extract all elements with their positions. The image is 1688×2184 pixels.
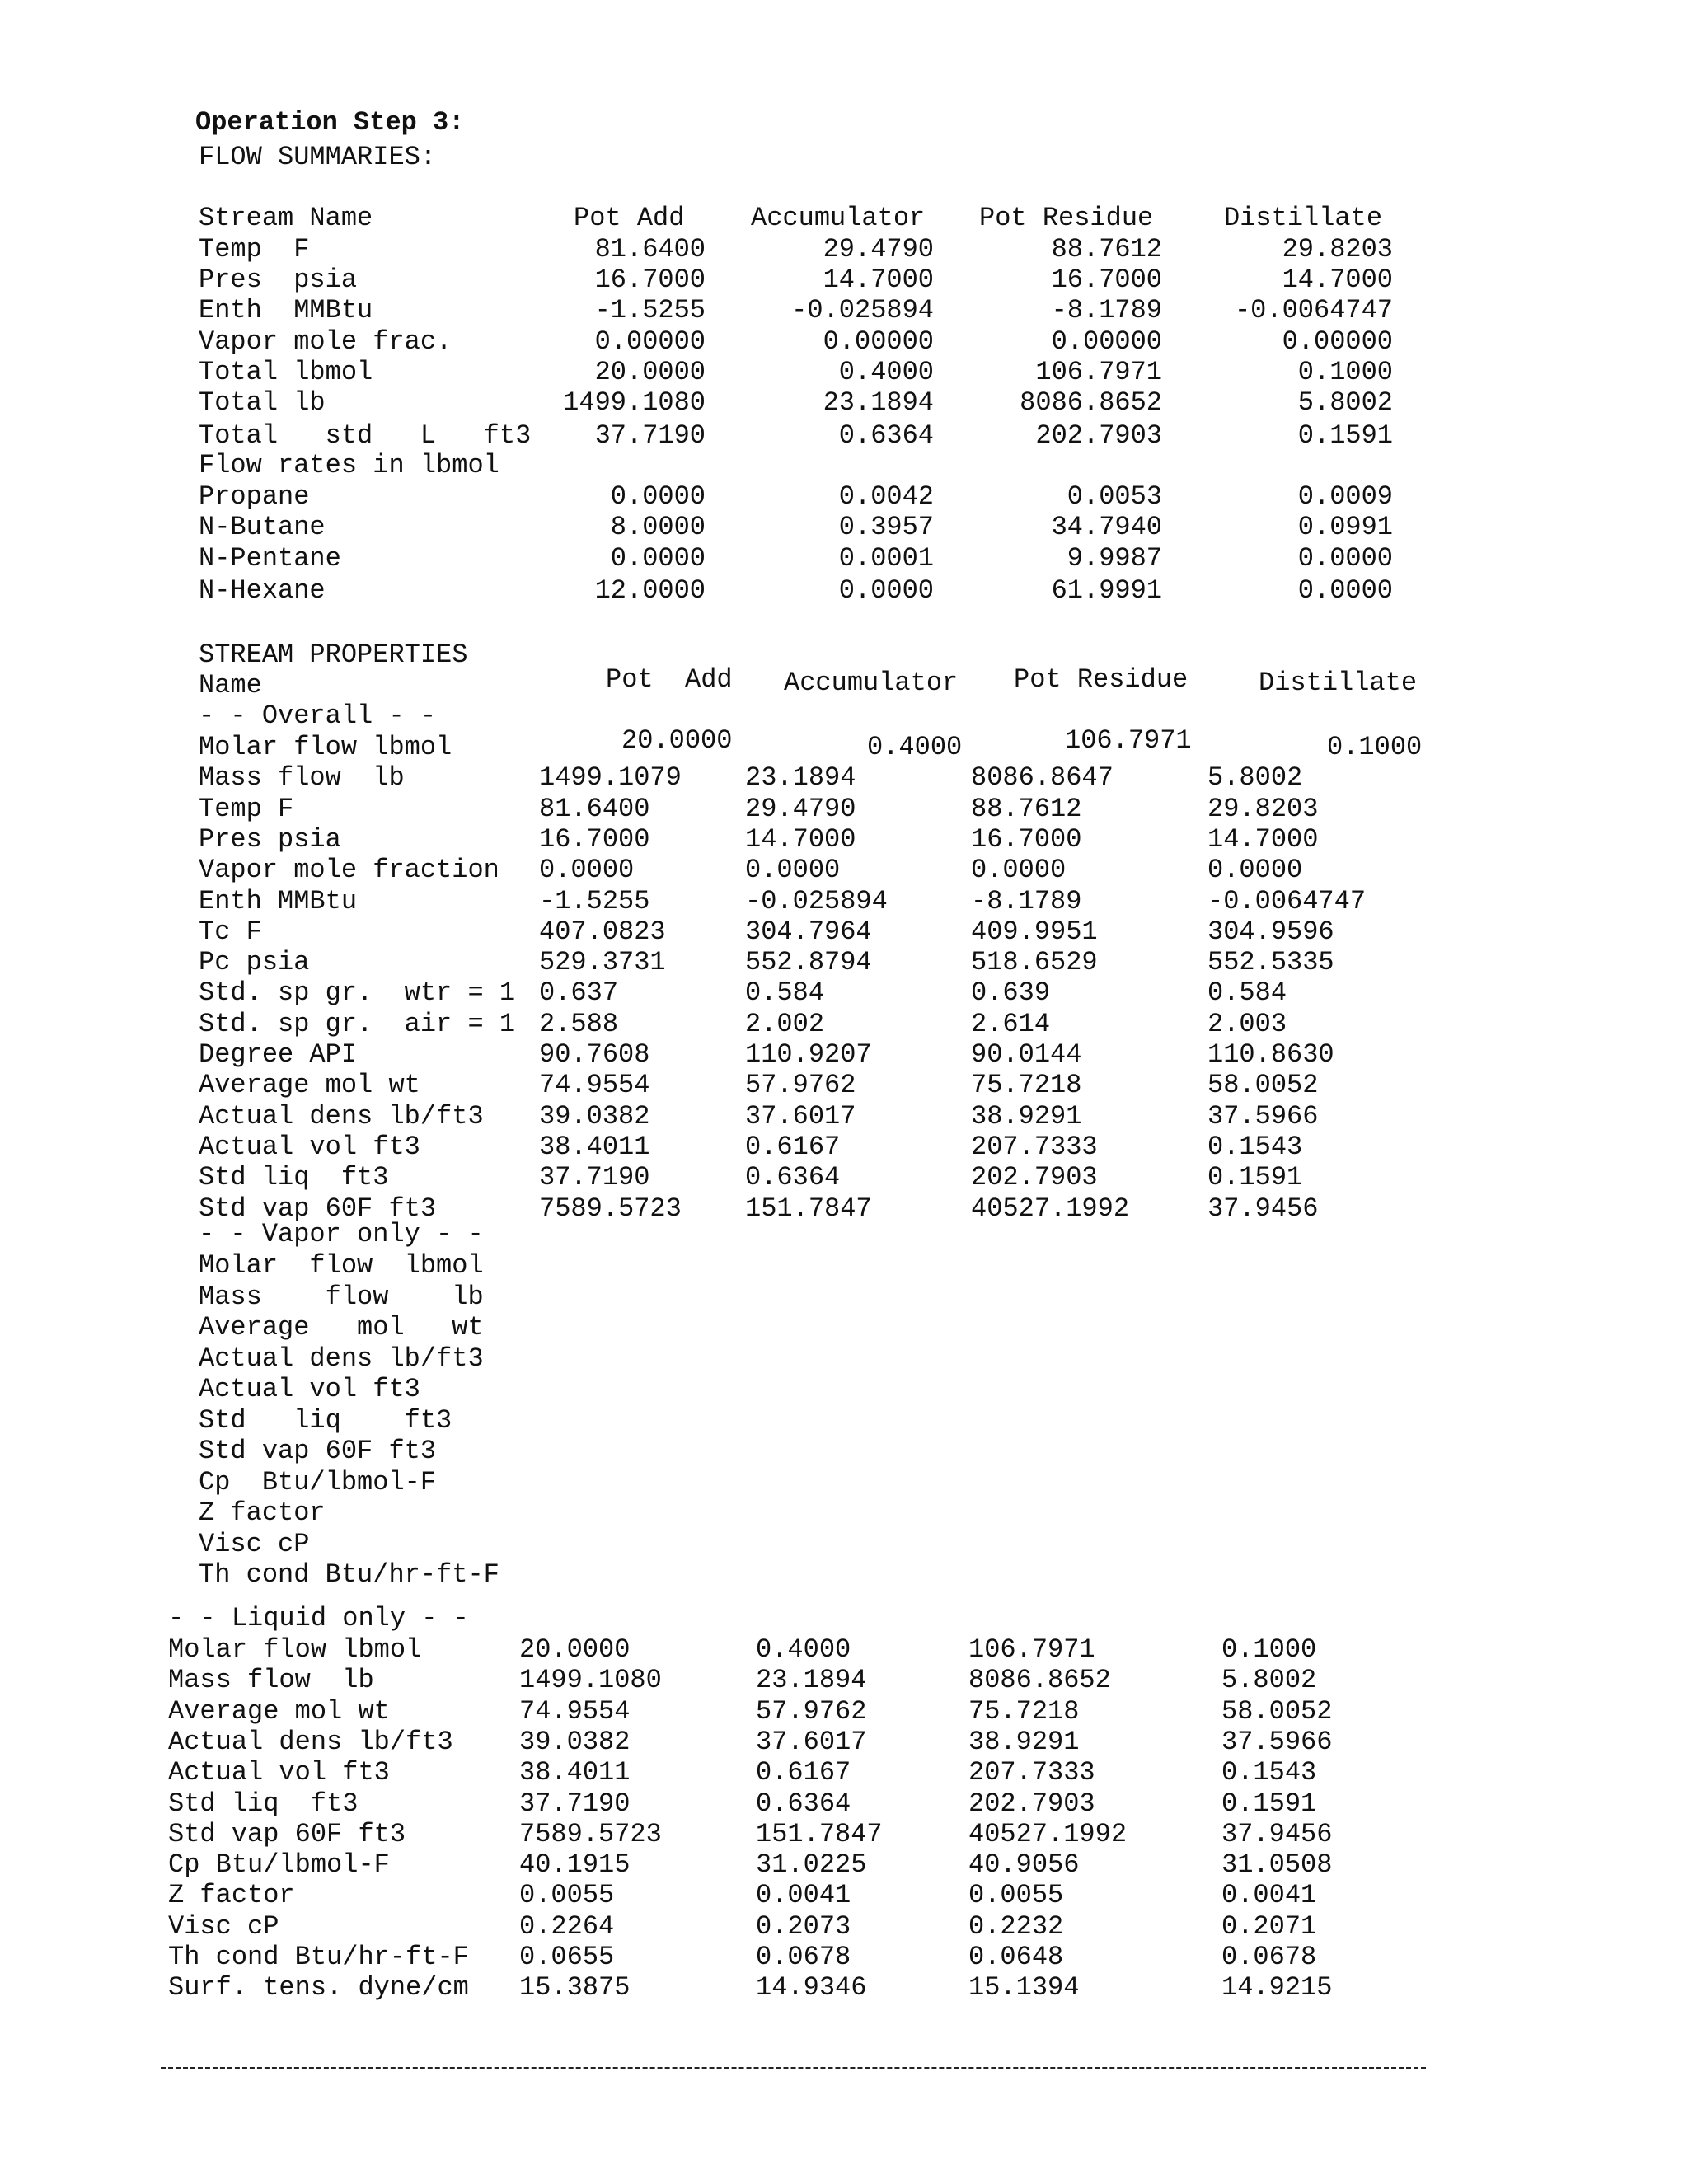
table-cell: 23.1894 bbox=[745, 762, 856, 794]
row-label: Tc F bbox=[199, 916, 262, 947]
table-cell: 202.7903 bbox=[1035, 420, 1162, 451]
table-cell: -8.1789 bbox=[1051, 295, 1162, 326]
table-cell: 0.0009 bbox=[1297, 481, 1393, 512]
table-cell: 29.4790 bbox=[745, 793, 856, 824]
table-cell: 37.7190 bbox=[519, 1788, 631, 1819]
row-label: Temp F bbox=[199, 234, 310, 265]
table-cell: 29.4790 bbox=[823, 234, 934, 265]
table-cell: 0.0991 bbox=[1297, 512, 1393, 542]
row-label: Actual dens lb/ft3 bbox=[168, 1726, 453, 1757]
table-cell: 2.588 bbox=[539, 1008, 619, 1039]
table-cell: -0.025894 bbox=[791, 295, 934, 326]
table-cell: 37.7190 bbox=[594, 420, 706, 451]
table-cell: 0.0053 bbox=[1067, 481, 1162, 512]
table-cell: 14.7000 bbox=[1207, 823, 1319, 855]
table-cell: 0.00000 bbox=[1051, 326, 1162, 357]
row-label: Actual dens lb/ft3 bbox=[199, 1343, 484, 1374]
row-label: Enth MMBtu bbox=[199, 885, 358, 916]
table-cell: 58.0052 bbox=[1221, 1695, 1333, 1727]
table-cell: 38.9291 bbox=[968, 1726, 1080, 1757]
table-cell: 8086.8652 bbox=[1020, 387, 1162, 418]
table-cell: 37.9456 bbox=[1221, 1818, 1333, 1849]
table-cell: 552.8794 bbox=[745, 947, 872, 978]
table-cell: 0.0000 bbox=[610, 481, 706, 512]
table-cell: 0.3957 bbox=[838, 512, 934, 542]
table-cell: 0.0041 bbox=[1221, 1880, 1317, 1911]
table-cell: 110.9207 bbox=[745, 1039, 872, 1070]
table-cell: 90.0144 bbox=[971, 1039, 1082, 1070]
table-cell: 110.8630 bbox=[1207, 1039, 1334, 1070]
row-label: Std vap 60F ft3 bbox=[199, 1193, 437, 1224]
row-label: N-Pentane bbox=[199, 543, 341, 574]
row-label: Pc psia bbox=[199, 947, 310, 978]
row-label: Cp Btu/lbmol-F bbox=[199, 1466, 437, 1497]
table-cell: 2.002 bbox=[745, 1008, 825, 1039]
table-cell: 202.7903 bbox=[968, 1788, 1095, 1819]
row-label: Z factor bbox=[168, 1880, 295, 1911]
table-cell: 7589.5723 bbox=[519, 1818, 662, 1849]
table-cell: 0.584 bbox=[1207, 977, 1287, 1009]
table-cell: 81.6400 bbox=[539, 793, 650, 824]
table-cell: 37.5966 bbox=[1207, 1100, 1319, 1132]
table-cell: 518.6529 bbox=[971, 947, 1098, 978]
column-header: Distillate bbox=[1224, 203, 1383, 233]
page-title: Operation Step 3: bbox=[195, 107, 465, 138]
table-cell: 0.1000 bbox=[1327, 732, 1423, 762]
table-cell: -0.0064747 bbox=[1234, 295, 1393, 326]
table-cell: 0.0055 bbox=[519, 1880, 615, 1911]
row-label: Actual dens lb/ft3 bbox=[199, 1100, 484, 1132]
table-cell: 8086.8647 bbox=[971, 762, 1114, 794]
table-cell: 31.0225 bbox=[756, 1849, 867, 1881]
row-label: Std liq ft3 bbox=[199, 1404, 452, 1436]
table-cell: 39.0382 bbox=[539, 1100, 650, 1132]
row-label: Visc cP bbox=[199, 1528, 310, 1559]
row-label: Std. sp gr. air = 1 bbox=[199, 1008, 516, 1039]
row-label: Propane bbox=[199, 481, 310, 512]
table-cell: 7589.5723 bbox=[539, 1193, 682, 1224]
table-cell: 37.6017 bbox=[756, 1726, 867, 1757]
row-label: Th cond Btu/hr-ft-F bbox=[168, 1942, 469, 1972]
table-cell: 304.7964 bbox=[745, 916, 872, 947]
row-label: N-Butane bbox=[199, 512, 326, 542]
row-label: Enth MMBtu bbox=[199, 295, 373, 326]
row-label: Molar flow lbmol bbox=[199, 732, 452, 762]
row-label: Molar flow lbmol bbox=[199, 1250, 484, 1281]
row-label: N-Hexane bbox=[199, 575, 326, 606]
row-label: Visc cP bbox=[168, 1910, 279, 1942]
table-cell: 106.7971 bbox=[1035, 357, 1162, 387]
row-label: Mass flow lb bbox=[168, 1665, 374, 1696]
row-label: Vapor mole fraction bbox=[199, 855, 499, 886]
row-label: Actual vol ft3 bbox=[199, 1131, 420, 1162]
table-cell: -8.1789 bbox=[971, 885, 1082, 916]
column-header: Pot Residue bbox=[979, 203, 1154, 233]
table-cell: 37.9456 bbox=[1207, 1193, 1319, 1224]
table-cell: 0.0678 bbox=[1221, 1942, 1317, 1972]
table-cell: 0.00000 bbox=[1282, 326, 1393, 357]
table-cell: 5.8002 bbox=[1297, 387, 1393, 418]
table-cell: 15.1394 bbox=[968, 1972, 1080, 2004]
table-cell: 304.9596 bbox=[1207, 916, 1334, 947]
table-cell: 88.7612 bbox=[1051, 234, 1162, 265]
table-cell: 207.7333 bbox=[968, 1757, 1095, 1788]
table-cell: 37.7190 bbox=[539, 1162, 650, 1193]
table-cell: 37.6017 bbox=[745, 1100, 856, 1132]
table-cell: 106.7971 bbox=[1065, 725, 1192, 756]
column-header: Accumulator bbox=[784, 668, 959, 698]
table-cell: 529.3731 bbox=[539, 947, 666, 978]
table-cell: 151.7847 bbox=[745, 1193, 872, 1224]
table-cell: 0.4000 bbox=[838, 357, 934, 387]
table-cell: 20.0000 bbox=[594, 357, 706, 387]
table-cell: 0.4000 bbox=[756, 1634, 851, 1665]
table-cell: 39.0382 bbox=[519, 1726, 631, 1757]
row-label: Vapor mole frac. bbox=[199, 326, 452, 357]
table-cell: 0.2232 bbox=[968, 1910, 1064, 1942]
table-cell: 202.7903 bbox=[971, 1162, 1098, 1193]
table-cell: 57.9762 bbox=[745, 1070, 856, 1101]
table-cell: 57.9762 bbox=[756, 1695, 867, 1727]
table-cell: 58.0052 bbox=[1207, 1070, 1319, 1101]
table-cell: 151.7847 bbox=[756, 1818, 883, 1849]
row-label: Std liq ft3 bbox=[168, 1788, 359, 1819]
table-cell: 0.1543 bbox=[1221, 1757, 1317, 1788]
table-cell: 0.2071 bbox=[1221, 1910, 1317, 1942]
table-cell: 0.6167 bbox=[756, 1757, 851, 1788]
row-label: Degree API bbox=[199, 1039, 358, 1070]
table-cell: 0.1591 bbox=[1297, 420, 1393, 451]
table-cell: 0.1543 bbox=[1207, 1131, 1303, 1162]
column-header: Accumulator bbox=[751, 203, 926, 233]
table-cell: 38.4011 bbox=[519, 1757, 631, 1788]
table-cell: 16.7000 bbox=[539, 823, 650, 855]
table-cell: 14.9215 bbox=[1221, 1972, 1333, 2004]
table-cell: 0.0648 bbox=[968, 1942, 1064, 1972]
table-cell: 81.6400 bbox=[594, 234, 706, 265]
table-cell: 0.0041 bbox=[756, 1880, 851, 1911]
row-label: Mass flow lb bbox=[199, 762, 405, 794]
table-cell: 0.6364 bbox=[756, 1788, 851, 1819]
table-cell: 0.2264 bbox=[519, 1910, 615, 1942]
table-cell: 1499.1079 bbox=[539, 762, 682, 794]
table-cell: 0.0655 bbox=[519, 1942, 615, 1972]
row-label: Std vap 60F ft3 bbox=[199, 1436, 437, 1466]
table-cell: 0.584 bbox=[745, 977, 825, 1009]
row-label: Actual vol ft3 bbox=[168, 1757, 390, 1788]
table-cell: 40527.1992 bbox=[971, 1193, 1130, 1224]
table-cell: 31.0508 bbox=[1221, 1849, 1333, 1881]
table-cell: 37.5966 bbox=[1221, 1726, 1333, 1757]
table-cell: 8086.8652 bbox=[968, 1665, 1111, 1696]
table-cell: 61.9991 bbox=[1051, 575, 1162, 606]
table-cell: 88.7612 bbox=[971, 793, 1082, 824]
table-cell: 16.7000 bbox=[594, 265, 706, 295]
table-cell: 5.8002 bbox=[1221, 1665, 1317, 1696]
row-label: Std liq ft3 bbox=[199, 1162, 389, 1193]
table-cell: 409.9951 bbox=[971, 916, 1098, 947]
table-cell: 0.1591 bbox=[1221, 1788, 1317, 1819]
row-label: Th cond Btu/hr-ft-F bbox=[199, 1559, 499, 1590]
row-label: Total lbmol bbox=[199, 357, 373, 387]
table-cell: 0.0055 bbox=[968, 1880, 1064, 1911]
row-label: Temp F bbox=[199, 793, 294, 824]
table-cell: 1499.1080 bbox=[563, 387, 706, 418]
table-cell: 8.0000 bbox=[610, 512, 706, 542]
table-cell: -0.0064747 bbox=[1207, 885, 1367, 916]
table-cell: 12.0000 bbox=[594, 575, 706, 606]
row-label: Total lb bbox=[199, 387, 326, 418]
row-label: Pres psia bbox=[199, 823, 341, 855]
table-cell: 0.0000 bbox=[610, 543, 706, 574]
row-label: Cp Btu/lbmol-F bbox=[168, 1849, 390, 1881]
table-cell: 2.003 bbox=[1207, 1008, 1287, 1039]
table-cell: 0.0000 bbox=[1297, 543, 1393, 574]
table-cell: 74.9554 bbox=[519, 1695, 631, 1727]
row-label: Z factor bbox=[199, 1497, 326, 1528]
section-label-liquid: - - Liquid only - - bbox=[168, 1603, 469, 1633]
table-cell: 16.7000 bbox=[971, 823, 1082, 855]
column-header: Pot Add bbox=[606, 664, 733, 695]
section-label-overall: - - Overall - - bbox=[199, 701, 437, 731]
column-header-label: Name bbox=[199, 670, 262, 701]
table-cell: 14.9346 bbox=[756, 1972, 867, 2004]
row-label: Molar flow lbmol bbox=[168, 1634, 422, 1665]
table-cell: 74.9554 bbox=[539, 1070, 650, 1101]
table-cell: 0.0042 bbox=[838, 481, 934, 512]
table-cell: 106.7971 bbox=[968, 1634, 1095, 1665]
table-cell: 14.7000 bbox=[1282, 265, 1393, 295]
row-label: Average mol wt bbox=[199, 1070, 420, 1101]
row-label: Average mol wt bbox=[199, 1312, 484, 1343]
table-cell: 1499.1080 bbox=[519, 1665, 662, 1696]
table-cell: 14.7000 bbox=[823, 265, 934, 295]
table-cell: 15.3875 bbox=[519, 1972, 631, 2004]
section-label-vapor: - - Vapor only - - bbox=[199, 1219, 484, 1249]
table-cell: 0.0000 bbox=[1297, 575, 1393, 606]
table-cell: 9.9987 bbox=[1067, 543, 1162, 574]
table-cell: 0.1000 bbox=[1297, 357, 1393, 387]
table-cell: 90.7608 bbox=[539, 1039, 650, 1070]
column-header-label: Stream Name bbox=[199, 203, 373, 233]
table-cell: 5.8002 bbox=[1207, 762, 1303, 794]
table-cell: 14.7000 bbox=[745, 823, 856, 855]
table-cell: 0.0678 bbox=[756, 1942, 851, 1972]
table-cell: 0.00000 bbox=[823, 326, 934, 357]
table-cell: 0.0000 bbox=[539, 855, 635, 886]
table-cell: 407.0823 bbox=[539, 916, 666, 947]
table-cell: 23.1894 bbox=[756, 1665, 867, 1696]
table-cell: 0.639 bbox=[971, 977, 1051, 1009]
table-cell: 0.1591 bbox=[1207, 1162, 1303, 1193]
row-label: Mass flow lb bbox=[199, 1281, 484, 1312]
table-cell: 0.0000 bbox=[838, 575, 934, 606]
column-header: Pot Add bbox=[574, 203, 685, 233]
row-label: Surf. tens. dyne/cm bbox=[168, 1972, 469, 2004]
table-cell: 38.4011 bbox=[539, 1131, 650, 1162]
table-cell: 40.9056 bbox=[968, 1849, 1080, 1881]
stream-properties-heading: STREAM PROPERTIES bbox=[199, 640, 468, 670]
table-cell: -1.5255 bbox=[539, 885, 650, 916]
table-cell: 0.6167 bbox=[745, 1131, 841, 1162]
table-cell: 75.7218 bbox=[971, 1070, 1082, 1101]
column-header: Pot Residue bbox=[1014, 664, 1189, 695]
table-cell: 0.637 bbox=[539, 977, 619, 1009]
table-cell: 0.6364 bbox=[745, 1162, 841, 1193]
table-cell: 0.0000 bbox=[1207, 855, 1303, 886]
table-cell: 23.1894 bbox=[823, 387, 934, 418]
table-cell: -0.025894 bbox=[745, 885, 888, 916]
table-cell: 40.1915 bbox=[519, 1849, 631, 1881]
table-cell: 75.7218 bbox=[968, 1695, 1080, 1727]
table-cell: 0.00000 bbox=[594, 326, 706, 357]
table-cell: 0.0001 bbox=[838, 543, 934, 574]
row-label: Average mol wt bbox=[168, 1695, 390, 1727]
table-cell: 20.0000 bbox=[519, 1634, 631, 1665]
table-cell: 0.0000 bbox=[971, 855, 1067, 886]
table-cell: 0.0000 bbox=[745, 855, 841, 886]
table-cell: -1.5255 bbox=[594, 295, 706, 326]
table-cell: 16.7000 bbox=[1051, 265, 1162, 295]
table-cell: 40527.1992 bbox=[968, 1818, 1128, 1849]
table-cell: 207.7333 bbox=[971, 1131, 1098, 1162]
row-label: Actual vol ft3 bbox=[199, 1374, 420, 1404]
table-cell: 20.0000 bbox=[621, 725, 733, 756]
row-label: Flow rates in lbmol bbox=[199, 450, 499, 480]
row-label: Total std L ft3 bbox=[199, 420, 532, 451]
table-cell: 29.8203 bbox=[1282, 234, 1393, 265]
table-cell: 34.7940 bbox=[1051, 512, 1162, 542]
table-cell: 552.5335 bbox=[1207, 947, 1334, 978]
table-cell: 2.614 bbox=[971, 1008, 1051, 1039]
flow-summaries-heading: FLOW SUMMARIES: bbox=[199, 142, 437, 172]
row-label: Std vap 60F ft3 bbox=[168, 1818, 406, 1849]
separator-dashed-line bbox=[161, 2067, 1426, 2069]
table-cell: 0.6364 bbox=[838, 420, 934, 451]
table-cell: 0.2073 bbox=[756, 1910, 851, 1942]
table-cell: 0.1000 bbox=[1221, 1634, 1317, 1665]
row-label: Pres psia bbox=[199, 265, 358, 295]
table-cell: 38.9291 bbox=[971, 1100, 1082, 1132]
column-header: Distillate bbox=[1259, 668, 1418, 698]
table-cell: 0.4000 bbox=[867, 732, 963, 762]
row-label: Std. sp gr. wtr = 1 bbox=[199, 977, 516, 1009]
table-cell: 29.8203 bbox=[1207, 793, 1319, 824]
